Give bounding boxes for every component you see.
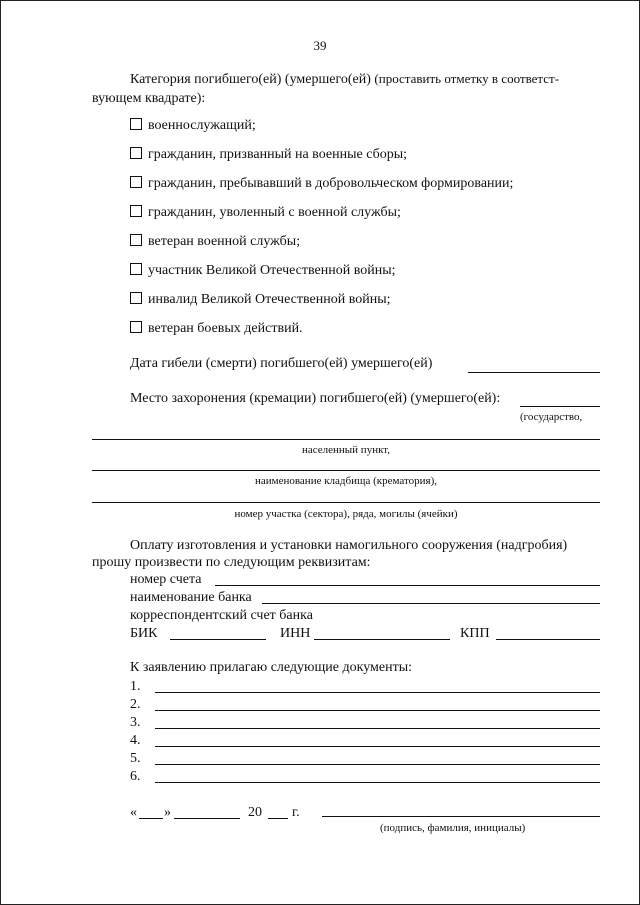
category-option-label: ветеран военной службы;: [148, 234, 301, 249]
account-label: номер счета: [130, 572, 202, 587]
category-option[interactable]: [130, 204, 401, 222]
signature-field[interactable]: [322, 816, 600, 817]
document-number: 3.: [130, 715, 141, 730]
burial-locality-field[interactable]: [92, 439, 600, 440]
burial-locality-hint: населенный пункт,: [301, 444, 391, 456]
document-field[interactable]: [155, 710, 600, 711]
bank-field[interactable]: [262, 603, 600, 604]
month-field[interactable]: [174, 818, 240, 819]
burial-plot-field[interactable]: [92, 502, 600, 503]
year-field[interactable]: [268, 818, 288, 819]
document-field[interactable]: [155, 692, 600, 693]
checkbox[interactable]: [130, 292, 142, 304]
checkbox[interactable]: [130, 176, 142, 188]
document-number: 5.: [130, 751, 141, 766]
payment-line-1: Оплату изготовления и установки намогильного сооружения (надгробия): [130, 538, 568, 553]
category-option[interactable]: [130, 117, 256, 135]
year-suffix: г.: [292, 805, 300, 820]
corr-account-label: корреспондентский счет банка: [130, 608, 313, 623]
death-date-label: Дата гибели (смерти) погибшего(ей) умершего(ей): [130, 356, 433, 371]
bik-label: БИК: [130, 626, 158, 641]
burial-plot-hint: номер участка (сектора), ряда, могилы (ячейки): [234, 508, 458, 520]
category-option[interactable]: [130, 262, 396, 280]
category-option-label: гражданин, призванный на военные сборы;: [148, 147, 407, 162]
burial-cemetery-hint: наименование кладбища (крематория),: [254, 475, 437, 487]
checkbox[interactable]: [130, 147, 142, 159]
inn-label: ИНН: [280, 626, 311, 641]
document-field[interactable]: [155, 782, 600, 783]
burial-label: Место захоронения (кремации) погибшего(ей) (умершего(ей):: [130, 391, 501, 406]
checkbox[interactable]: [130, 234, 142, 246]
document-field[interactable]: [155, 728, 600, 729]
category-option[interactable]: [130, 320, 303, 338]
category-option[interactable]: [130, 146, 407, 164]
bik-field[interactable]: [170, 639, 266, 640]
checkbox[interactable]: [130, 263, 142, 275]
quote-close: »: [164, 805, 171, 820]
category-option-label: инвалид Великой Отечественной войны;: [148, 292, 391, 307]
category-option[interactable]: [130, 291, 391, 309]
bank-label: наименование банка: [130, 590, 252, 605]
day-field[interactable]: [139, 818, 163, 819]
kpp-label: КПП: [460, 626, 490, 641]
checkbox[interactable]: [130, 321, 142, 333]
checkbox[interactable]: [130, 205, 142, 217]
category-option-label: ветеран боевых действий.: [148, 321, 303, 336]
document-field[interactable]: [155, 746, 600, 747]
quote-open: «: [130, 805, 137, 820]
page-number: 39: [313, 38, 327, 53]
inn-field[interactable]: [314, 639, 450, 640]
category-option-label: участник Великой Отечественной войны;: [148, 263, 396, 278]
category-option-label: гражданин, уволенный с военной службы;: [148, 205, 401, 220]
burial-state-field[interactable]: [520, 406, 600, 407]
category-option-label: гражданин, пребывавший в добровольческом формировании;: [148, 176, 514, 191]
category-heading-text: Категория погибшего(ей) (умершего(ей): [130, 72, 371, 87]
year-prefix: 20: [248, 805, 262, 820]
category-heading-cont: вующем квадрате):: [92, 91, 206, 106]
account-field[interactable]: [215, 585, 600, 586]
signature-hint: (подпись, фамилия, инициалы): [380, 822, 526, 834]
category-heading: [130, 70, 559, 89]
checkbox[interactable]: [130, 118, 142, 130]
kpp-field[interactable]: [496, 639, 600, 640]
payment-line-2: прошу произвести по следующим реквизитам:: [92, 555, 371, 570]
document-number: 6.: [130, 769, 141, 784]
burial-cemetery-field[interactable]: [92, 470, 600, 471]
document-field[interactable]: [155, 764, 600, 765]
documents-heading: К заявлению прилагаю следующие документы:: [130, 660, 413, 675]
document-number: 2.: [130, 697, 141, 712]
document-number: 4.: [130, 733, 141, 748]
category-option-label: военнослужащий;: [148, 118, 256, 133]
death-date-field[interactable]: [468, 372, 600, 373]
burial-state-hint: (государство,: [520, 411, 583, 423]
category-heading-note: (проставить отметку в соответст-: [374, 71, 560, 86]
document-number: 1.: [130, 679, 141, 694]
category-option[interactable]: [130, 175, 513, 193]
category-option[interactable]: [130, 233, 300, 251]
